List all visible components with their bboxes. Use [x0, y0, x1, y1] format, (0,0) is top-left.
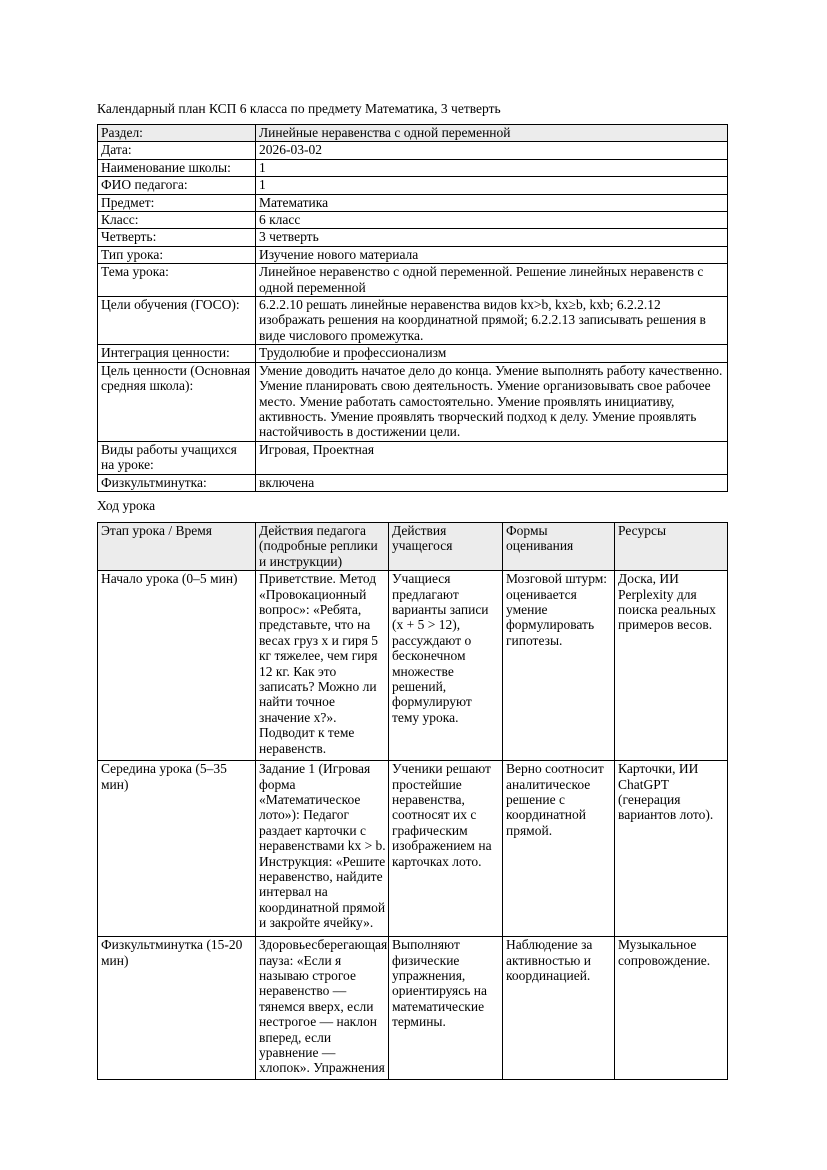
lesson-course-table	[97, 522, 728, 1080]
table-row	[98, 297, 728, 345]
table-row	[98, 362, 728, 441]
info-label-cell: Четверть:	[98, 229, 256, 246]
column-header-stage: Этап урока / Время	[98, 522, 256, 570]
info-value-cell: Линейное неравенство с одной переменной. Решение линейных неравенств с одной переменной	[256, 264, 728, 297]
assessment-cell: Мозговой штурм: оценивается умение формулировать гипотезы.	[503, 571, 615, 761]
table-row	[98, 212, 728, 229]
info-value-cell: Математика	[256, 194, 728, 211]
table-row	[98, 937, 728, 1080]
table-row	[98, 159, 728, 176]
table-row	[98, 125, 728, 142]
info-value-cell: 3 четверть	[256, 229, 728, 246]
info-value-cell: 6.2.2.10 решать линейные неравенства видов kx>b, kx≥b, kxb; 6.2.2.12 изображать решения на координатной прямой; 6.2.2.13 записывать решения в виде числового промежутка.	[256, 297, 728, 345]
document-page	[97, 101, 728, 1080]
table-row	[98, 229, 728, 246]
info-value-cell: Изучение нового материала	[256, 246, 728, 263]
info-value-cell: включена	[256, 474, 728, 491]
info-label-cell: Тема урока:	[98, 264, 256, 297]
info-label-cell: Наименование школы:	[98, 159, 256, 176]
info-value-cell: 2026-03-02	[256, 142, 728, 159]
student-actions-cell: Ученики решают простейшие неравенства, соотносят их с графическим изображением на карточках лото.	[389, 761, 503, 937]
info-label-cell: Виды работы учащихся на уроке:	[98, 441, 256, 474]
student-actions-cell: Выполняют физические упражнения, ориентируясь на математические термины.	[389, 937, 503, 1080]
stage-cell: Начало урока (0–5 мин)	[98, 571, 256, 761]
info-label-cell: ФИО педагога:	[98, 177, 256, 194]
teacher-actions-cell: Здоровьесберегающая пауза: «Если я называю строгое неравенство — тянемся вверх, если нестрогое — наклон вперед, если уравнение — хлопок». Упражнения	[256, 937, 389, 1080]
section-heading: Ход урока	[97, 497, 156, 513]
info-value-cell: Умение доводить начатое дело до конца. Умение выполнять работу качественно. Умение планировать свою деятельность. Умение организовывать свое рабочее место. Умение работать самостоятельно. Умение проявлять инициативу, активность. Умение проявлять творческий подход к делу. Умение проявлять настойчивость в достижении цели.	[256, 362, 728, 441]
teacher-actions-cell: Задание 1 (Игровая форма «Математическое лото»): Педагог раздает карточки с неравенствами kx > b. Инструкция: «Решите неравенство, найдите интервал на координатной прямой и закройте ячейку».	[256, 761, 389, 937]
table-row	[98, 264, 728, 297]
info-value-cell: Трудолюбие и профессионализм	[256, 345, 728, 362]
table-header-row	[98, 522, 728, 570]
resources-cell: Карточки, ИИ ChatGPT (генерация вариантов лото).	[615, 761, 728, 937]
info-label-cell: Предмет:	[98, 194, 256, 211]
info-label-cell: Класс:	[98, 212, 256, 229]
info-label-cell: Дата:	[98, 142, 256, 159]
assessment-cell: Верно соотносит аналитическое решение с координатной прямой.	[503, 761, 615, 937]
info-label-cell: Физкультминутка:	[98, 474, 256, 491]
resources-cell: Доска, ИИ Perplexity для поиска реальных примеров весов.	[615, 571, 728, 761]
table-row	[98, 571, 728, 761]
info-label-cell: Раздел:	[98, 125, 256, 142]
teacher-actions-cell: Приветствие. Метод «Провокационный вопрос»: «Ребята, представьте, что на весах груз x и гиря 5 кг тяжелее, чем гиря 12 кг. Как это записать? Можно ли найти точное значение x?». Подводит к теме неравенств.	[256, 571, 389, 761]
info-value-cell: 1	[256, 159, 728, 176]
column-header-assessment: Формы оценивания	[503, 522, 615, 570]
assessment-cell: Наблюдение за активностью и координацией.	[503, 937, 615, 1080]
table-row	[98, 177, 728, 194]
table-row	[98, 441, 728, 474]
info-label-cell: Интеграция ценности:	[98, 345, 256, 362]
info-value-cell: Игровая, Проектная	[256, 441, 728, 474]
info-value-cell: Линейные неравенства с одной переменной	[256, 125, 728, 142]
column-header-student-actions: Действия учащегося	[389, 522, 503, 570]
info-value-cell: 6 класс	[256, 212, 728, 229]
column-header-teacher-actions: Действия педагога (подробные реплики и инструкции)	[256, 522, 389, 570]
info-label-cell: Цель ценности (Основная средняя школа):	[98, 362, 256, 441]
info-label-cell: Тип урока:	[98, 246, 256, 263]
stage-cell: Физкультминутка (15-20 мин)	[98, 937, 256, 1080]
info-label-cell: Цели обучения (ГОСО):	[98, 297, 256, 345]
info-value-cell: 1	[256, 177, 728, 194]
table-row	[98, 345, 728, 362]
column-header-resources: Ресурсы	[615, 522, 728, 570]
table-row	[98, 761, 728, 937]
table-row	[98, 474, 728, 491]
resources-cell: Музыкальное сопровождение.	[615, 937, 728, 1080]
table-row	[98, 246, 728, 263]
table-row	[98, 142, 728, 159]
student-actions-cell: Учащиеся предлагают варианты записи (x + 5 > 12), рассуждают о бесконечном множестве решений, формулируют тему урока.	[389, 571, 503, 761]
document-title: Календарный план КСП 6 класса по предмету Математика, 3 четверть	[97, 101, 501, 116]
table-row	[98, 194, 728, 211]
stage-cell: Середина урока (5–35 мин)	[98, 761, 256, 937]
lesson-info-table	[97, 124, 728, 492]
